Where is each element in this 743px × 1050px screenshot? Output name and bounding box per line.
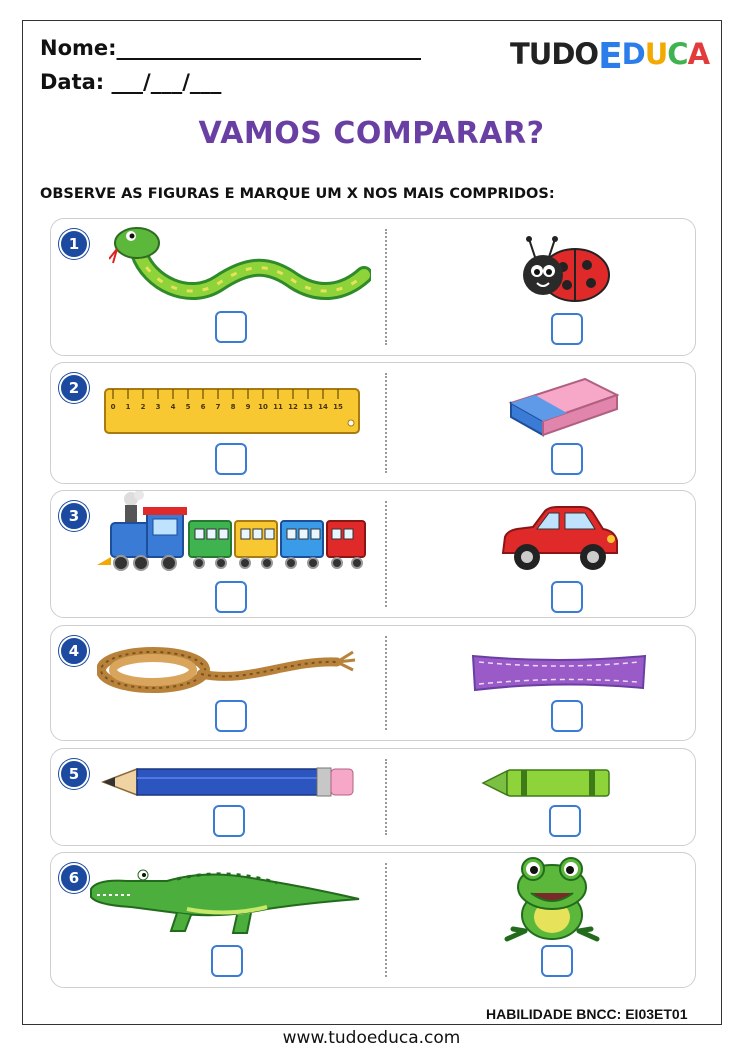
row-divider: [385, 863, 387, 977]
logo-part: U: [644, 37, 668, 71]
row-divider: [385, 229, 387, 345]
ruler-icon: [103, 385, 361, 435]
name-field[interactable]: Nome:_____________________________: [40, 36, 422, 60]
ladybug-icon: [515, 233, 615, 307]
ruler-tick-label: 15: [333, 403, 343, 411]
car-icon: [497, 503, 621, 575]
comparison-row-3: [50, 490, 696, 618]
ruler-tick-label: 10: [258, 403, 268, 411]
checkbox-left[interactable]: [211, 945, 243, 977]
ruler-tick-label: 2: [140, 403, 146, 411]
logo-part: TUDO: [510, 37, 599, 71]
checkbox-left[interactable]: [215, 581, 247, 613]
comparison-row-4: [50, 625, 696, 741]
row-number-badge: 2: [59, 373, 89, 403]
row-divider: [385, 636, 387, 730]
logo-part: C: [667, 37, 688, 71]
page-title: VAMOS COMPARAR?: [198, 116, 545, 151]
ruler-tick-label: 14: [318, 403, 328, 411]
checkbox-left[interactable]: [215, 443, 247, 475]
ruler-tick-label: 0: [110, 403, 116, 411]
checkbox-right[interactable]: [549, 805, 581, 837]
comparison-row-1: [50, 218, 696, 356]
instruction-text: OBSERVE AS FIGURAS E MARQUE UM X NOS MAIS COMPRIDOS:: [40, 186, 555, 202]
row-number-badge: 4: [59, 636, 89, 666]
row-number-badge: 1: [59, 229, 89, 259]
website-url[interactable]: www.tudoeduca.com: [282, 1028, 461, 1048]
comparison-row-2: [50, 362, 696, 484]
ruler-tick-label: 7: [215, 403, 221, 411]
eraser-icon: [505, 373, 621, 439]
ruler-tick-label: 13: [303, 403, 313, 411]
comparison-row-5: [50, 748, 696, 846]
checkbox-right[interactable]: [551, 581, 583, 613]
row-number-badge: 6: [59, 863, 89, 893]
checkbox-right[interactable]: [551, 313, 583, 345]
ruler-tick-label: 4: [170, 403, 176, 411]
checkbox-right[interactable]: [551, 443, 583, 475]
ruler-tick-label: 5: [185, 403, 191, 411]
ruler-tick-label: 8: [230, 403, 236, 411]
pencil-icon: [101, 765, 357, 799]
checkbox-right[interactable]: [551, 700, 583, 732]
checkbox-left[interactable]: [215, 311, 247, 343]
comparison-row-6: [50, 852, 696, 988]
ruler-tick-label: 11: [273, 403, 283, 411]
bncc-skill-code: HABILIDADE BNCC: EI03ET01: [486, 1006, 688, 1022]
logo-part: A: [687, 37, 710, 71]
row-number-badge: 3: [59, 501, 89, 531]
ruler-tick-label: 9: [245, 403, 251, 411]
rope-icon: [97, 640, 359, 700]
row-divider: [385, 759, 387, 835]
crayon-icon: [481, 767, 613, 799]
crocodile-icon: [87, 859, 363, 937]
checkbox-left[interactable]: [213, 805, 245, 837]
ruler-tick-label: 3: [155, 403, 161, 411]
ruler-tick-label: 6: [200, 403, 206, 411]
snake-icon: [109, 223, 371, 305]
checkbox-right[interactable]: [541, 945, 573, 977]
row-number-badge: 5: [59, 759, 89, 789]
date-field[interactable]: Data: ___/___/___: [40, 70, 222, 94]
row-divider: [385, 373, 387, 473]
ruler-tick-label: 12: [288, 403, 298, 411]
ribbon-icon: [469, 650, 649, 694]
frog-icon: [499, 853, 605, 943]
checkbox-left[interactable]: [215, 700, 247, 732]
ruler-tick-label: 1: [125, 403, 131, 411]
train-icon: [97, 491, 367, 577]
row-divider: [385, 501, 387, 607]
logo-part: E: [598, 36, 622, 77]
logo-part: D: [621, 37, 645, 71]
tudoeduca-logo: [510, 32, 710, 77]
